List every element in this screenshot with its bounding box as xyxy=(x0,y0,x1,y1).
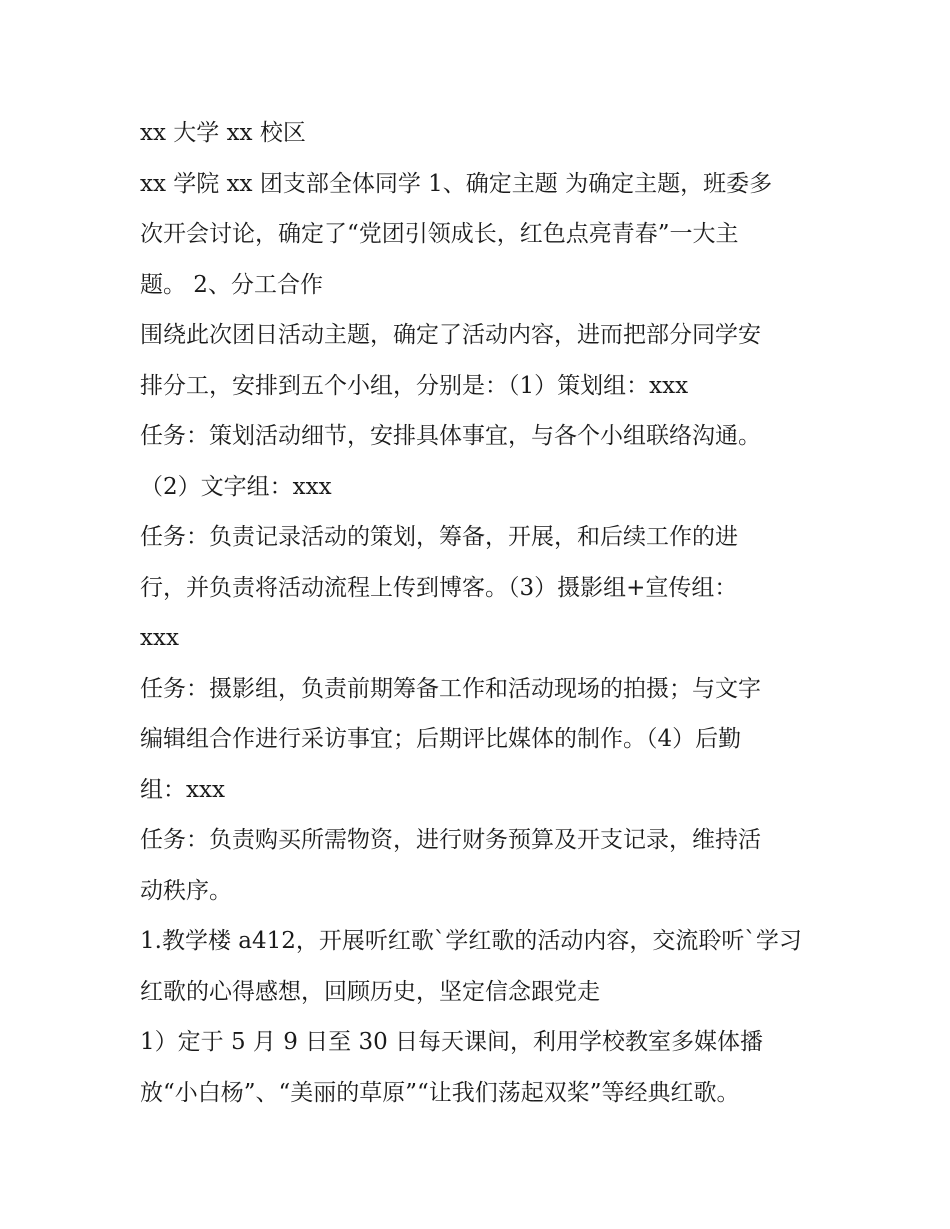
paragraph-line: xxx xyxy=(140,625,179,651)
paragraph-line: 任务：负责记录活动的策划，筹备，开展，和后续工作的进 xyxy=(140,524,738,550)
paragraph-line: 红歌的心得感想，回顾历史，坚定信念跟党走 xyxy=(140,978,600,1005)
paragraph-line: 1.教学楼 a412，开展听红歌`学红歌的活动内容，交流聆听`学习 xyxy=(140,928,802,954)
paragraph-line: （2）文字组：xxx xyxy=(140,473,332,500)
paragraph-line: 任务：负责购买所需物资，进行财务预算及开支记录，维持活 xyxy=(140,827,761,853)
paragraph-line: 组：xxx xyxy=(140,776,225,803)
paragraph-line: 1）定于 5 月 9 日至 30 日每天课间，利用学校教室多媒体播 xyxy=(140,1029,764,1055)
paragraph-line: 编辑组合作进行采访事宜；后期评比媒体的制作。（4）后勤 xyxy=(140,726,742,752)
campus-heading: xx 大学 xx 校区 xyxy=(140,120,306,146)
paragraph-line: 围绕此次团日活动主题，确定了活动内容，进而把部分同学安 xyxy=(140,322,761,348)
paragraph-line: 次开会讨论，确定了“党团引领成长，红色点亮青春”一大主 xyxy=(140,221,739,247)
paragraph-line: 任务：策划活动细节，安排具体事宜，与各个小组联络沟通。 xyxy=(140,423,761,449)
paragraph-line: 排分工，安排到五个小组，分别是：（1）策划组：xxx xyxy=(140,372,689,399)
document-body xyxy=(140,108,820,1118)
paragraph-line: 放“小白杨”、“美丽的草原”“让我们荡起双桨”等经典红歌。 xyxy=(140,1079,740,1106)
paragraph-line: xx 学院 xx 团支部全体同学 1、确定主题 为确定主题，班委多 xyxy=(140,170,773,197)
paragraph-line: 题。 2、分工合作 xyxy=(140,271,323,298)
paragraph-line: 任务：摄影组，负责前期筹备工作和活动现场的拍摄；与文字 xyxy=(140,675,761,702)
paragraph-line: 动秩序。 xyxy=(140,877,232,904)
paragraph-line: 行，并负责将活动流程上传到博客。（3）摄影组+宣传组： xyxy=(140,574,738,601)
